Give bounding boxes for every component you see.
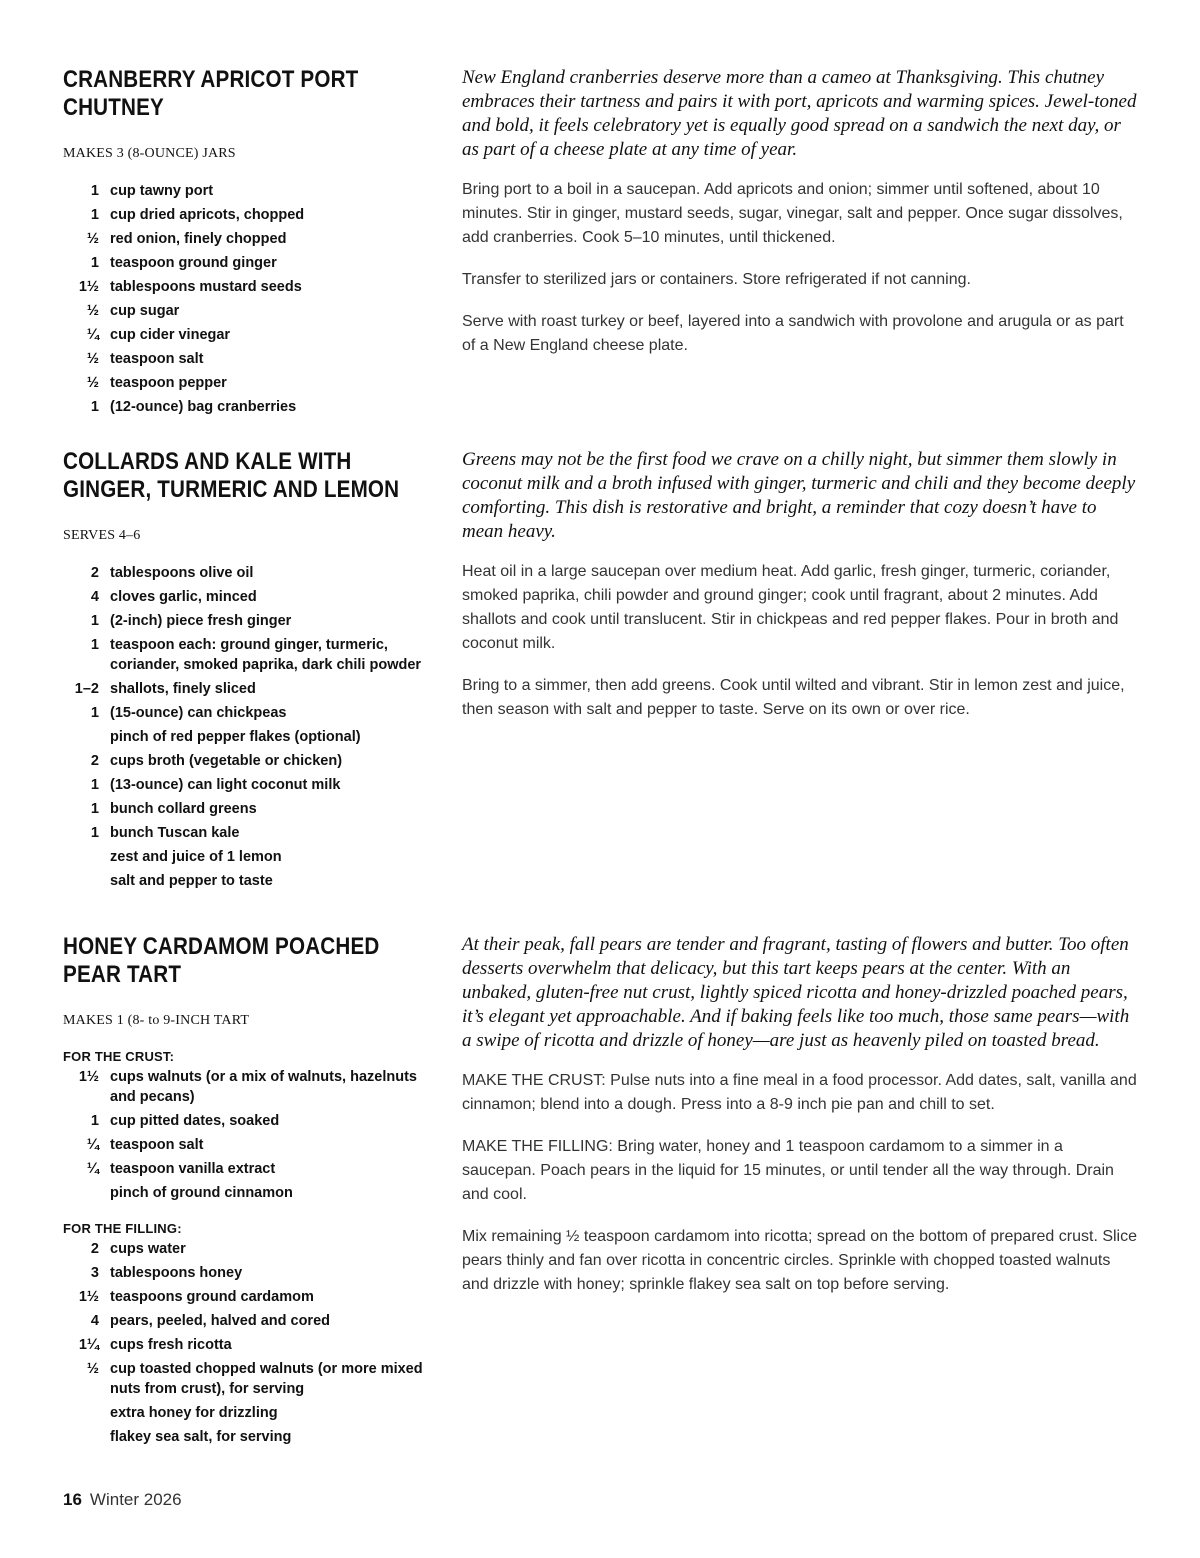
ingredient-quantity: ¼	[86, 1136, 99, 1153]
ingredient-text: pears, peeled, halved and cored	[110, 1313, 330, 1329]
ingredient-text: (15-ounce) can chickpeas	[110, 704, 287, 721]
ingredient-quantity: 1	[90, 800, 99, 817]
ingredient-quantity: 1½	[78, 1069, 99, 1085]
ingredient-text: (13-ounce) can light coconut milk	[110, 776, 341, 793]
ingredient-text: (2-inch) piece fresh ginger	[110, 613, 292, 629]
ingredient-list-filling	[63, 1240, 433, 1447]
method-column	[462, 448, 1137, 740]
ingredient-text: zest and juice of 1 lemon	[110, 848, 282, 865]
ingredient-text: cup sugar	[110, 303, 180, 319]
method-step: Bring to a simmer, then add greens. Cook until wilted and vibrant. Stir in lemon zest and juice, then season with salt and pepper to taste. Serve on its own or over rice.	[462, 677, 1125, 718]
ingredient-row	[63, 1136, 433, 1156]
method-step: MAKE THE FILLING: Bring water, honey and 1 teaspoon cardamom to a simmer in a saucepan. Poach pears in the liquid for 15 minutes, or until tender all the way through. Drain and cool.	[462, 1138, 1114, 1203]
ingredient-text: shallots, finely sliced	[110, 680, 256, 697]
ingredient-row	[63, 206, 433, 226]
ingredient-quantity: ½	[86, 351, 99, 367]
ingredient-text: cup pitted dates, soaked	[110, 1112, 280, 1129]
ingredient-quantity	[63, 848, 99, 868]
recipe-intro: New England cranberries deserve more than a cameo at Thanksgiving. This chutney embraces their tartness and pairs it with port, apricots and warming spices. Jewel-toned and bold, it feels celebratory yet is equally good spread on a sandwich the next day, or as part of a cheese plate at any time of year.	[462, 67, 1137, 160]
ingredient-quantity: 1	[90, 776, 99, 793]
ingredient-text: cups broth (vegetable or chicken)	[110, 752, 343, 769]
ingredient-row	[63, 680, 433, 700]
ingredient-text: cup toasted chopped walnuts (or more mixed nuts from crust), for serving	[110, 1361, 423, 1397]
ingredient-quantity	[63, 1184, 99, 1204]
ingredient-quantity: 1½	[78, 1289, 99, 1305]
ingredient-text: tablespoons honey	[110, 1265, 243, 1281]
ingredient-list-crust	[63, 1068, 433, 1203]
ingredient-list	[63, 182, 433, 418]
ingredient-row	[63, 230, 433, 250]
ingredient-text: cloves garlic, minced	[110, 589, 257, 605]
ingredient-quantity: ½	[86, 231, 99, 247]
ingredient-row	[63, 848, 433, 868]
ingredient-text: cups fresh ricotta	[110, 1337, 232, 1353]
ingredient-text: tablespoons mustard seeds	[110, 279, 302, 295]
ingredient-text: teaspoon pepper	[110, 375, 227, 391]
ingredient-quantity: 1	[90, 613, 99, 629]
ingredient-quantity: 3	[90, 1265, 99, 1281]
ingredient-text: cups walnuts (or a mix of walnuts, hazelnuts and pecans)	[110, 1069, 417, 1105]
method-step: Transfer to sterilized jars or containers. Store refrigerated if not canning.	[462, 271, 971, 288]
ingredient-quantity: 4	[90, 589, 99, 605]
ingredient-quantity: 4	[90, 1313, 99, 1329]
ingredient-row	[63, 612, 433, 632]
ingredient-row	[63, 728, 433, 748]
method-step: Mix remaining ½ teaspoon cardamom into ricotta; spread on the bottom of prepared crust. Slice pears thinly and fan over ricotta in concentric circles. Sprinkle with chopped toasted walnuts and drizzle with honey; sprinkle flakey sea salt on top before serving.	[462, 1228, 1138, 1293]
page-footer	[63, 1490, 182, 1510]
ingredient-quantity: ½	[86, 375, 99, 391]
ingredient-row	[63, 1184, 433, 1204]
ingredient-row	[63, 350, 433, 370]
ingredient-text: pinch of red pepper flakes (optional)	[110, 728, 361, 745]
ingredient-text: cup tawny port	[110, 183, 214, 199]
ingredient-row	[63, 636, 433, 675]
ingredients-column	[63, 448, 433, 896]
recipe-intro: At their peak, fall pears are tender and fragrant, tasting of flowers and butter. Too often desserts overwhelm that delicacy, but this tart keeps pears at the center. With an unbaked, gluten-free nut crust, lightly spiced ricotta and honey-drizzled poached pears, it’s elegant yet approachable. And if baking feels like too much, those same pears—with a swipe of ricotta and drizzle of honey—are just as heavenly piled on toasted bread.	[462, 934, 1130, 1051]
recipe-yield: MAKES 1 (8- to 9-INCH TART	[63, 1013, 250, 1028]
ingredient-row	[63, 824, 433, 844]
ingredient-row	[63, 254, 433, 274]
method-column	[462, 933, 1137, 1315]
ingredient-quantity: 1¼	[78, 1337, 99, 1353]
ingredient-row	[63, 588, 433, 608]
ingredient-quantity: 1–2	[74, 680, 99, 697]
ingredient-row	[63, 1336, 433, 1356]
ingredient-row	[63, 564, 433, 584]
ingredient-quantity: 1½	[78, 279, 99, 295]
recipe-yield: SERVES 4–6	[63, 528, 141, 543]
ingredient-quantity: 1	[90, 637, 99, 653]
ingredient-row	[63, 398, 433, 418]
ingredient-text: pinch of ground cinnamon	[110, 1184, 293, 1201]
ingredient-text: flakey sea salt, for serving	[110, 1428, 292, 1445]
ingredient-quantity: 1	[90, 183, 99, 199]
ingredient-quantity: ½	[86, 1361, 99, 1377]
ingredients-column	[63, 933, 433, 1452]
ingredient-text: teaspoons ground cardamom	[110, 1289, 314, 1305]
ingredient-quantity: 2	[90, 1241, 99, 1257]
ingredient-row	[63, 1360, 433, 1399]
ingredient-quantity	[63, 1404, 99, 1424]
ingredient-text: teaspoon vanilla extract	[110, 1160, 276, 1177]
ingredient-quantity: ¼	[86, 327, 99, 343]
ingredient-row	[63, 1428, 433, 1448]
ingredient-row	[63, 1312, 433, 1332]
ingredient-quantity: 1	[90, 207, 99, 223]
ingredient-row	[63, 1112, 433, 1132]
ingredient-row	[63, 1160, 433, 1180]
ingredient-text: teaspoon salt	[110, 1136, 204, 1153]
ingredient-quantity: 1	[90, 1112, 99, 1129]
page-number: 16	[63, 1490, 82, 1509]
ingredient-text: teaspoon each: ground ginger, turmeric, coriander, smoked paprika, dark chili powder	[110, 637, 422, 673]
ingredients-column	[63, 66, 433, 422]
recipe-title: CRANBERRY APRICOT PORT CHUTNEY	[63, 66, 359, 121]
ingredient-text: teaspoon salt	[110, 351, 204, 367]
ingredient-quantity: 1	[90, 704, 99, 721]
ingredient-text: cups water	[110, 1241, 186, 1257]
method-step: Serve with roast turkey or beef, layered into a sandwich with provolone and arugula or as part of a New England cheese plate.	[462, 313, 1124, 354]
ingredient-row	[63, 1404, 433, 1424]
ingredient-row	[63, 1288, 433, 1308]
ingredient-quantity: 1	[90, 399, 99, 415]
recipe-title: HONEY CARDAMOM POACHED PEAR TART	[63, 933, 380, 988]
ingredient-text: bunch Tuscan kale	[110, 824, 240, 841]
ingredient-row	[63, 1068, 433, 1107]
ingredient-row	[63, 776, 433, 796]
recipe-yield: MAKES 3 (8-OUNCE) JARS	[63, 146, 236, 161]
ingredient-row	[63, 182, 433, 202]
recipe-title: COLLARDS AND KALE WITH GINGER, TURMERIC AND LEMON	[63, 448, 400, 503]
recipe-intro: Greens may not be the first food we crave on a chilly night, but simmer them slowly in coconut milk and a broth infused with ginger, turmeric and chili and they become deeply comforting. This dish is restorative and bright, a reminder that cozy doesn’t have to mean heavy.	[462, 449, 1136, 542]
ingredient-list	[63, 564, 433, 891]
ingredient-text: tablespoons olive oil	[110, 565, 254, 581]
ingredient-row	[63, 326, 433, 346]
ingredient-quantity: ¼	[86, 1160, 99, 1177]
issue-label: Winter 2026	[89, 1490, 182, 1509]
method-step: Heat oil in a large saucepan over medium heat. Add garlic, fresh ginger, turmeric, coriander, smoked paprika, chili powder and ground ginger; cook until fragrant, about 2 minutes. Add shallots and cook until translucent. Stir in chickpeas and red pepper flakes. Pour in broth and coconut milk.	[462, 563, 1119, 652]
ingredient-text: cup cider vinegar	[110, 327, 231, 343]
ingredient-row	[63, 374, 433, 394]
ingredient-row	[63, 1240, 433, 1260]
ingredient-quantity: ½	[86, 303, 99, 319]
section-label-crust: FOR THE CRUST:	[63, 1049, 175, 1064]
ingredient-quantity: 1	[90, 255, 99, 271]
ingredient-quantity: 2	[90, 752, 99, 769]
section-label-filling: FOR THE FILLING:	[63, 1221, 182, 1236]
method-step: MAKE THE CRUST: Pulse nuts into a fine meal in a food processor. Add dates, salt, vanilla and cinnamon; blend into a dough. Press into a 8-9 inch pie pan and chill to set.	[462, 1072, 1137, 1113]
ingredient-quantity	[63, 728, 99, 748]
ingredient-row	[63, 302, 433, 322]
ingredient-text: (12-ounce) bag cranberries	[110, 399, 297, 415]
ingredient-text: salt and pepper to taste	[110, 872, 273, 889]
ingredient-quantity	[63, 872, 99, 892]
ingredient-text: cup dried apricots, chopped	[110, 207, 305, 223]
ingredient-row	[63, 278, 433, 298]
ingredient-row	[63, 704, 433, 724]
method-step: Bring port to a boil in a saucepan. Add apricots and onion; simmer until softened, about 10 minutes. Stir in ginger, mustard seeds, sugar, vinegar, salt and pepper. Once sugar dissolves, add cranberries. Cook 5–10 minutes, until thickened.	[462, 181, 1123, 246]
ingredient-row	[63, 1264, 433, 1284]
ingredient-text: extra honey for drizzling	[110, 1404, 278, 1421]
ingredient-text: red onion, finely chopped	[110, 231, 287, 247]
ingredient-quantity: 1	[90, 824, 99, 841]
ingredient-row	[63, 800, 433, 820]
method-column	[462, 66, 1137, 376]
ingredient-row	[63, 752, 433, 772]
ingredient-row	[63, 872, 433, 892]
ingredient-quantity: 2	[90, 565, 99, 581]
ingredient-text: teaspoon ground ginger	[110, 255, 277, 271]
ingredient-quantity	[63, 1428, 99, 1448]
ingredient-text: bunch collard greens	[110, 800, 257, 817]
